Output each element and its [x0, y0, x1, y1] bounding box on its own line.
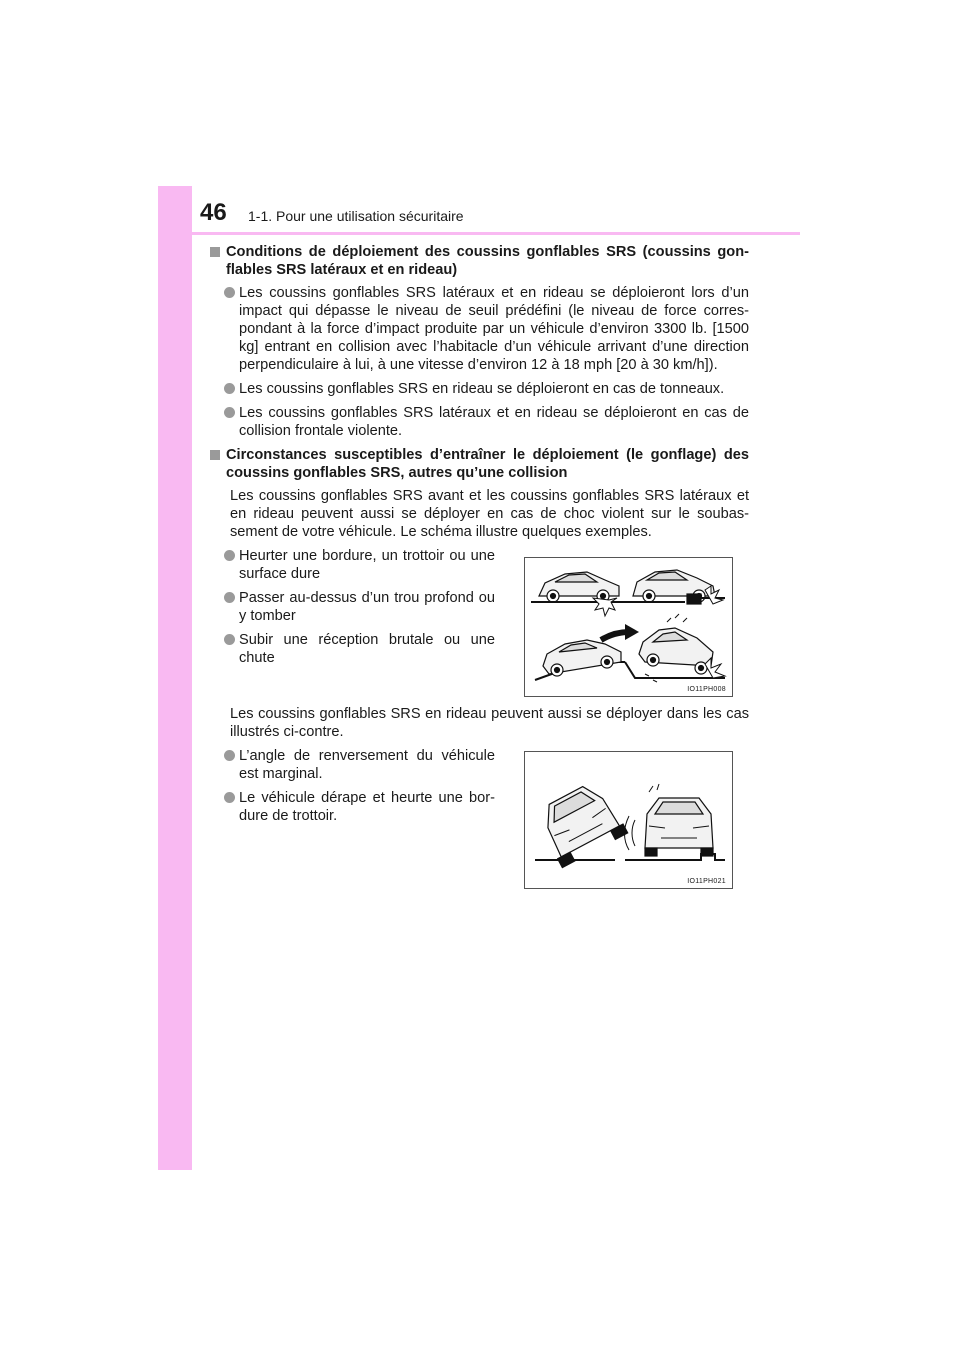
chapter-tab-bar	[158, 186, 192, 1170]
list-item: Les coussins gonflables SRS latéraux et en rideau se déploieront lors d’un impact qui dépasse le niveau de seuil prédéfini (le niveau de force corres- pondant à la force d’impact produite par un véhicule d’environ 3300 lb. [1500 kg] entrant en collision avec l’habitacle d’un véhicule arrivant d’une direction perpendiculaire à lui, à une vitesse d’environ 12 à 18 mph [20 à 30 km/h]).	[209, 284, 749, 374]
list-item: Les coussins gonflables SRS latéraux et en rideau se déploieront en cas de collision frontale violente.	[209, 404, 749, 440]
round-bullet-icon	[224, 383, 235, 394]
header-rule	[192, 232, 800, 235]
list-item: L’angle de renversement du véhicule est marginal.	[209, 747, 495, 783]
round-bullet-icon	[224, 792, 235, 803]
round-bullet-icon	[224, 634, 235, 645]
page-header	[200, 198, 800, 234]
paragraph-intro: Les coussins gonflables SRS avant et les coussins gonflables SRS latéraux et en rideau peuvent aussi se déployer en cas de choc violent sur le soubas- sement de votre véhicule. Le schéma illustre quelques exemples.	[230, 488, 749, 540]
square-bullet-icon	[210, 450, 220, 460]
round-bullet-icon	[224, 592, 235, 603]
paragraph-curtain-airbags: Les coussins gonflables SRS en rideau peuvent aussi se déployer dans les cas illustrés ci-contre.	[230, 706, 749, 740]
illustration-rollover-curb	[524, 751, 733, 889]
car-rollover-illustration	[525, 752, 732, 888]
list-item: Heurter une bordure, un trottoir ou une surface dure	[209, 547, 495, 583]
section-heading-other-circumstances: Circonstances susceptibles d’entraîner le déploiement (le gonflage) des coussins gonflables SRS, autres qu’une collision	[209, 446, 749, 482]
example-list-2	[209, 747, 495, 825]
figure-code: IO11PH008	[687, 686, 726, 693]
example-list-1	[209, 547, 495, 667]
list-item: Les coussins gonflables SRS en rideau se déploieront en cas de tonneaux.	[209, 380, 749, 398]
round-bullet-icon	[224, 550, 235, 561]
section-title: 1-1. Pour une utilisation sécuritaire	[248, 208, 464, 224]
page-number: 46	[200, 199, 227, 226]
list-item: Subir une réception brutale ou une chute	[209, 631, 495, 667]
section-heading-deployment-conditions: Conditions de déploiement des coussins gonflables SRS (coussins gon- flables SRS latéraux et en rideau)	[209, 243, 749, 279]
list-item: Le véhicule dérape et heurte une bor- dure de trottoir.	[209, 789, 495, 825]
figure-code: IO11PH021	[687, 878, 726, 885]
illustration-undercarriage-impacts	[524, 557, 733, 697]
round-bullet-icon	[224, 287, 235, 298]
list-item: Passer au-dessus d’un trou profond ou y tomber	[209, 589, 495, 625]
round-bullet-icon	[224, 407, 235, 418]
car-impact-illustration	[525, 558, 732, 696]
square-bullet-icon	[210, 247, 220, 257]
round-bullet-icon	[224, 750, 235, 761]
